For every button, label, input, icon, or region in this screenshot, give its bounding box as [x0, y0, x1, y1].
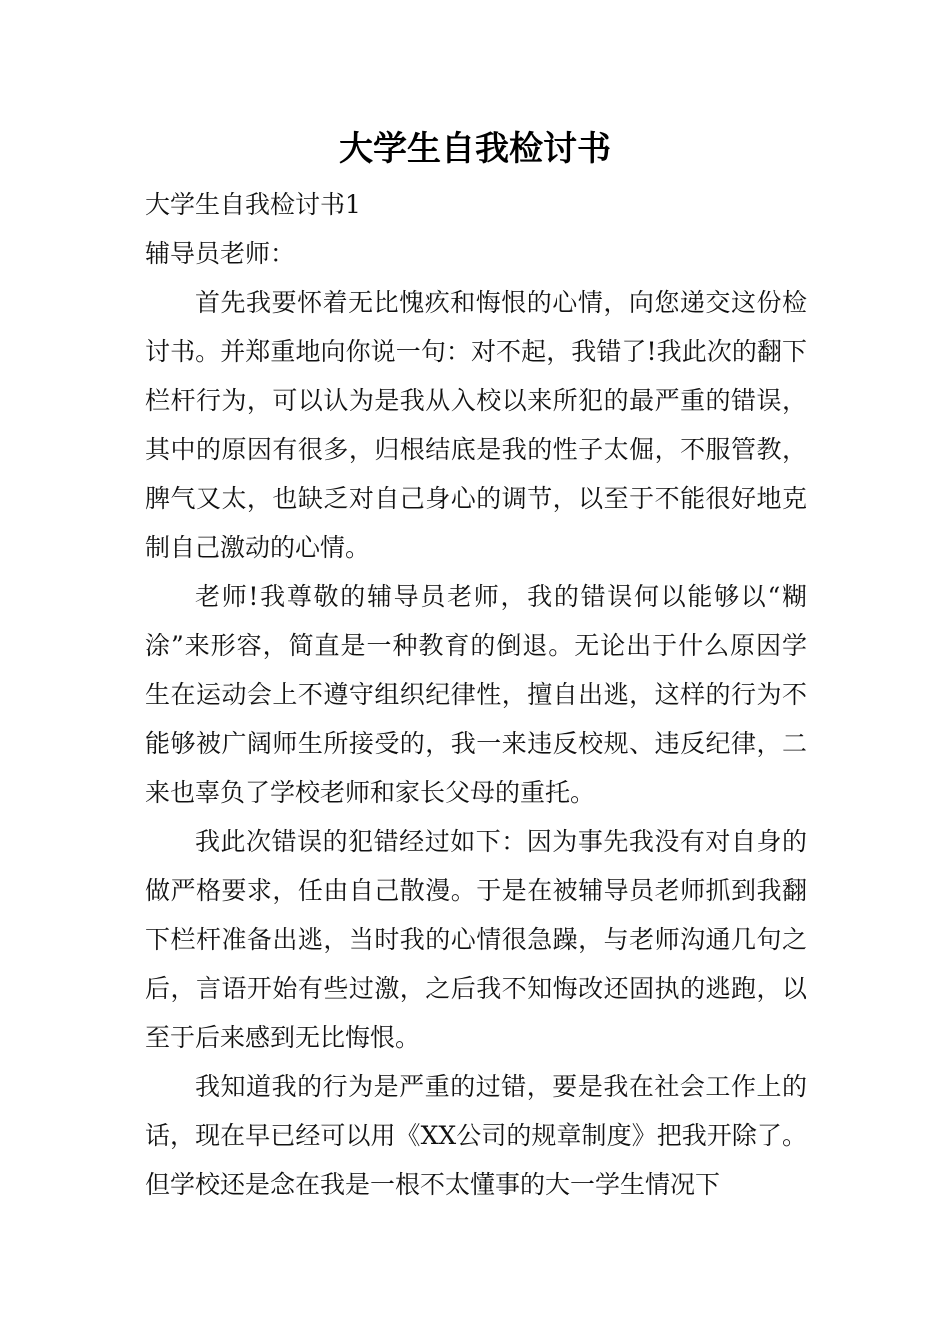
paragraph-2: 老师!我尊敬的辅导员老师，我的错误何以能够以“糊涂”来形容，简直是一种教育的倒退。无论出于什么原因学生在运动会上不遵守组织纪律性，擅自出逃，这样的行为不能够被广阔师生所接受的，我一来违反校规、违反纪律，二来也辜负了学校老师和家长父母的重托。	[145, 582, 807, 807]
paragraph-3: 我此次错误的犯错经过如下：因为事先我没有对自身的做严格要求，任由自己散漫。于是在被辅导员老师抓到我翻下栏杆准备出逃，当时我的心情很急躁，与老师沟通几句之后，言语开始有些过激，之后我不知悔改还固执的逃跑，以至于后来感到无比悔恨。	[145, 827, 807, 1052]
document-subtitle: 大学生自我检讨书1	[145, 190, 361, 219]
document-title: 大学生自我检讨书	[339, 129, 611, 169]
paragraph-4: 我知道我的行为是严重的过错，要是我在社会工作上的话，现在早已经可以用《XX公司的规章制度》把我开除了。但学校还是念在我是一根不太懂事的大一学生情况下	[145, 1072, 807, 1199]
paragraph-1: 首先我要怀着无比愧疚和悔恨的心情，向您递交这份检讨书。并郑重地向你说一句：对不起，我错了!我此次的翻下栏杆行为，可以认为是我从入校以来所犯的最严重的错误，其中的原因有很多，归根结底是我的性子太倔，不服管教，脾气又太，也缺乏对自己身心的调节，以至于不能很好地克制自己激动的心情。	[145, 288, 807, 562]
salutation: 辅导员老师：	[145, 239, 296, 268]
document-body	[145, 180, 807, 1209]
